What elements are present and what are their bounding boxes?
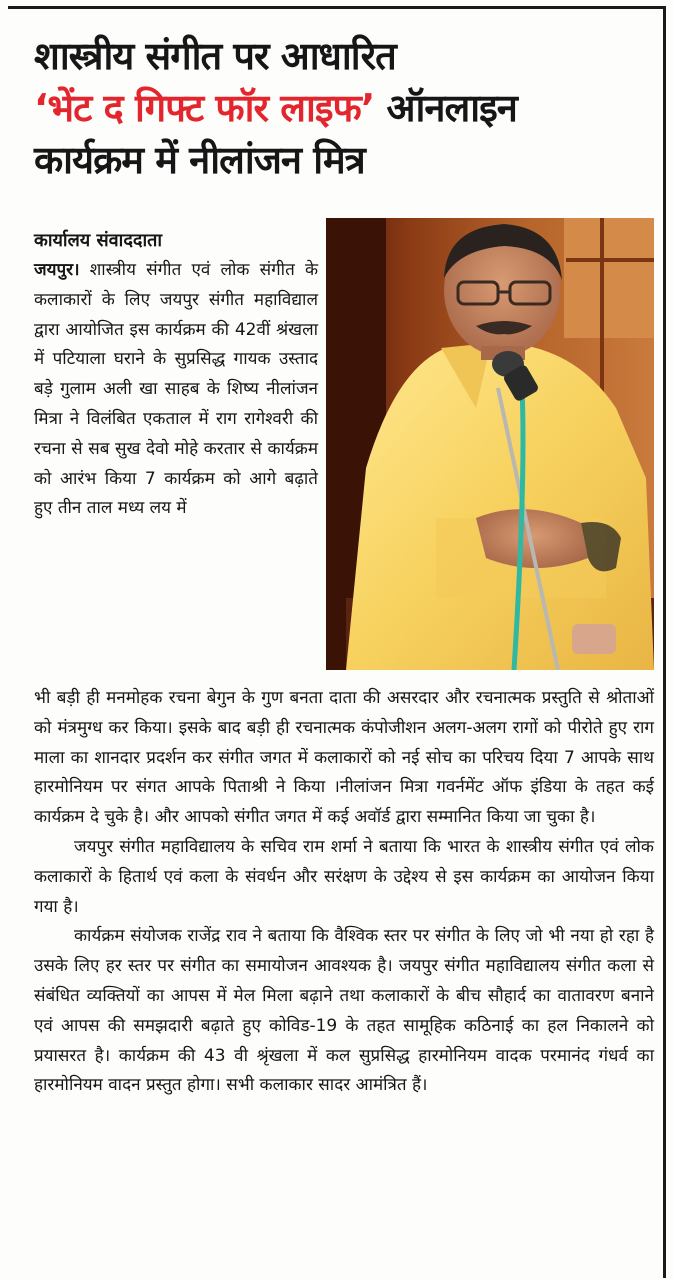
headline: [34, 30, 654, 186]
paragraph-3: कार्यक्रम संयोजक राजेंद्र राव ने बताया कि वैश्विक स्तर पर संगीत के लिए जो भी नया हो रहा है उसके लिए हर स्तर पर संगीत का समायोजन आवश्यक है। जयपुर संगीत महाविद्यालय संगीत कला से संबंधित व्यक्तियों का आपस में मेल मिला बढ़ाने तथा कलाकारों के बीच सौहार्द का वातावरण बनाने एवं आपस की समझदारी बढ़ाते हुए कोविड-19 के तहत सामूहिक कठिनाई का हल निकालने को प्रयासरत है। कार्यक्रम की 43 वी श्रृंखला में कल सुप्रसिद्ध हारमोनियम वादक परमानंद गंधर्व का हारमोनियम वादन प्रस्तुत होगा। सभी कलाकार सादर आमंत्रित हैं।: [34, 926, 654, 1096]
headline-line-3: कार्यक्रम में नीलांजन मित्र: [34, 138, 365, 182]
headline-line-2-rest: ऑनलाइन: [374, 86, 517, 130]
byline: कार्यालय संवाददाता: [34, 230, 163, 251]
article-full-text: [34, 684, 654, 1101]
dateline: जयपुर।: [34, 260, 80, 280]
paragraph-1-column-text: शास्त्रीय संगीत एवं लोक संगीत के कलाकारों के लिए जयपुर संगीत महाविद्याल द्वारा आयोजित इस कार्यक्रम की 42वीं श्रंखला में पटियाला घराने के सुप्रसिद्ध गायक उस्ताद बड़े गुलाम अली खा साहब के शिष्य नीलांजन मित्रा ने विलंबित एकताल में राग रागेश्वरी की रचना से सब सुख देवो मोहे करतार से कार्यक्रम को आरंभ किया 7 कार्यक्रम को आगे बढ़ाते हुए तीन ताल मध्य लय में: [34, 260, 319, 519]
headline-line-1: शास्त्रीय संगीत पर आधारित: [34, 34, 396, 78]
paragraph-1-continued: भी बड़ी ही मनमोहक रचना बेगुन के गुण बनता दाता की असरदार और रचनात्मक प्रस्तुति से श्रोताओं को मंत्रमुग्ध कर किया। इसके बाद बड़ी ही रचनात्मक कंपोजीशन अलग-अलग रागों को पीरोते हुए राग माला का शानदार प्रदर्शन कर संगीत जगत में कलाकारों को नई सोच का परिचय दिया 7 आपके साथ हारमोनियम पर संगत आपके पिताश्री ने किया ।नीलांजन मित्रा गवर्नमेंट ऑफ इंडिया के तहत कई कार्यक्रम दे चुके है। और आपको संगीत जगत में कई अवॉर्ड द्वारा सम्मानित किया जा चुका है।: [34, 688, 654, 828]
singer-photo-illustration: [326, 218, 654, 670]
headline-line-2: [34, 82, 654, 134]
headline-quoted-title: ‘भेंट द गिफ्ट फॉर लाइफ’: [34, 86, 375, 130]
paragraph-2: जयपुर संगीत महाविद्यालय के सचिव राम शर्मा ने बताया कि भारत के शास्त्रीय संगीत एवं लोक कलाकारों के हितार्थ एवं कला के संवर्धन और सरंक्षण के उद्देश्य से इस कार्यक्रम का आयोजन किया गया है।: [34, 836, 654, 917]
paragraph-1-column: [34, 256, 318, 524]
article-photo: [326, 218, 654, 670]
article-column-text: [34, 256, 318, 524]
